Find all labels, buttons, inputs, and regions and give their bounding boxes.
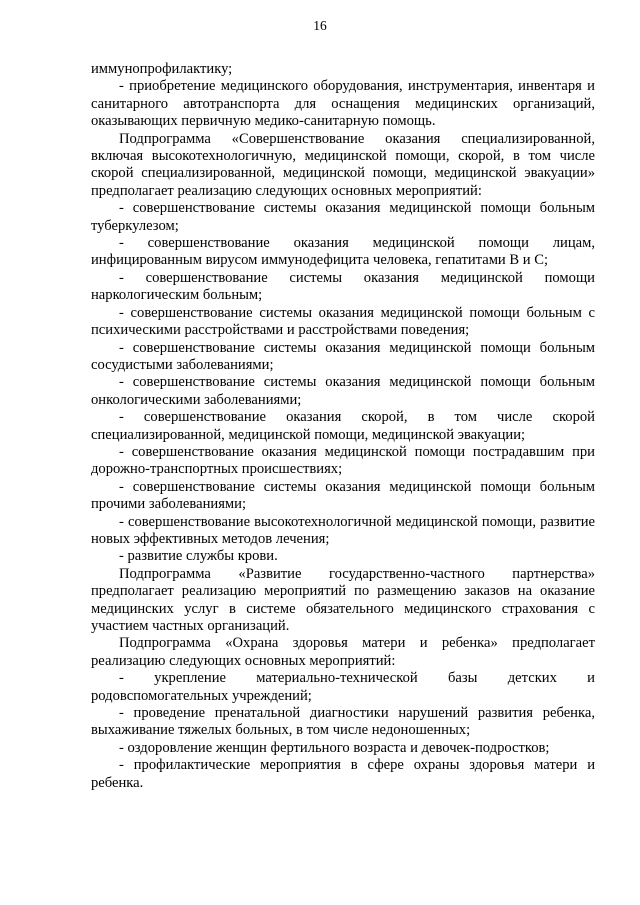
list-item: - профилактические мероприятия в сфере охраны здоровья матери и ребенка.: [91, 757, 595, 791]
paragraph: иммунопрофилактику;: [91, 61, 233, 77]
list-item: - совершенствование системы оказания медицинской помощи больным туберкулезом;: [91, 200, 595, 234]
list-item: - совершенствование системы оказания медицинской помощи больным прочими заболеваниями;: [91, 478, 595, 513]
list-item: - совершенствование высокотехнологичной медицинской помощи, развитие новых эффективных методов лечения;: [91, 513, 595, 547]
list-item: - приобретение медицинского оборудования, инструментария, инвентаря и санитарного автотранспорта для оснащения медицинских организаций, оказывающих первичную медико-санитарную помощь.: [91, 78, 595, 130]
document-body: [91, 61, 595, 792]
list-item: - совершенствование оказания медицинской помощи лицам, инфицированным вирусом иммунодефицита человека, гепатитами В и С;: [91, 235, 595, 269]
list-item: - совершенствование оказания медицинской помощи пострадавшим при дорожно-транспортных происшествиях;: [91, 443, 595, 478]
list-item: - совершенствование оказания скорой, в том числе скорой специализированной, медицинской помощи, медицинской эвакуации;: [91, 409, 595, 443]
paragraph: Подпрограмма «Охрана здоровья матери и ребенка» предполагает реализацию следующих основных мероприятий:: [91, 635, 595, 669]
list-item: - укрепление материально-технической базы детских и родовспомогательных учреждений;: [91, 670, 595, 704]
list-item: - развитие службы крови.: [119, 548, 278, 565]
paragraph: Подпрограмма «Развитие государственно-частного партнерства» предполагает реализацию мероприятий по размещению заказов на оказание медицинских услуг в системе обязательного медицинского страхования с участием частных организаций.: [91, 565, 595, 634]
list-item: - совершенствование системы оказания медицинской помощи больным с психическими расстройствами и расстройствами поведения;: [91, 304, 595, 339]
list-item: - совершенствование системы оказания медицинской помощи больным сосудистыми заболеваниями;: [91, 339, 595, 373]
page-number: 16: [313, 18, 327, 33]
list-item: - совершенствование системы оказания медицинской помощи больным онкологическими заболеваниями;: [91, 374, 595, 408]
paragraph: Подпрограмма «Совершенствование оказания специализированной, включая высокотехнологичную, медицинской помощи, скорой, в том числе скорой специализированной, медицинской помощи, медицинской эвакуации» предполагает реализацию следующих основных мероприятий:: [91, 130, 595, 199]
list-item: - оздоровление женщин фертильного возраста и девочек-подростков;: [119, 739, 550, 756]
list-item: - проведение пренатальной диагностики нарушений развития ребенка, выхаживание тяжелых больных, в том числе недоношенных;: [91, 705, 595, 739]
list-item: - совершенствование системы оказания медицинской помощи наркологическим больным;: [91, 269, 595, 304]
